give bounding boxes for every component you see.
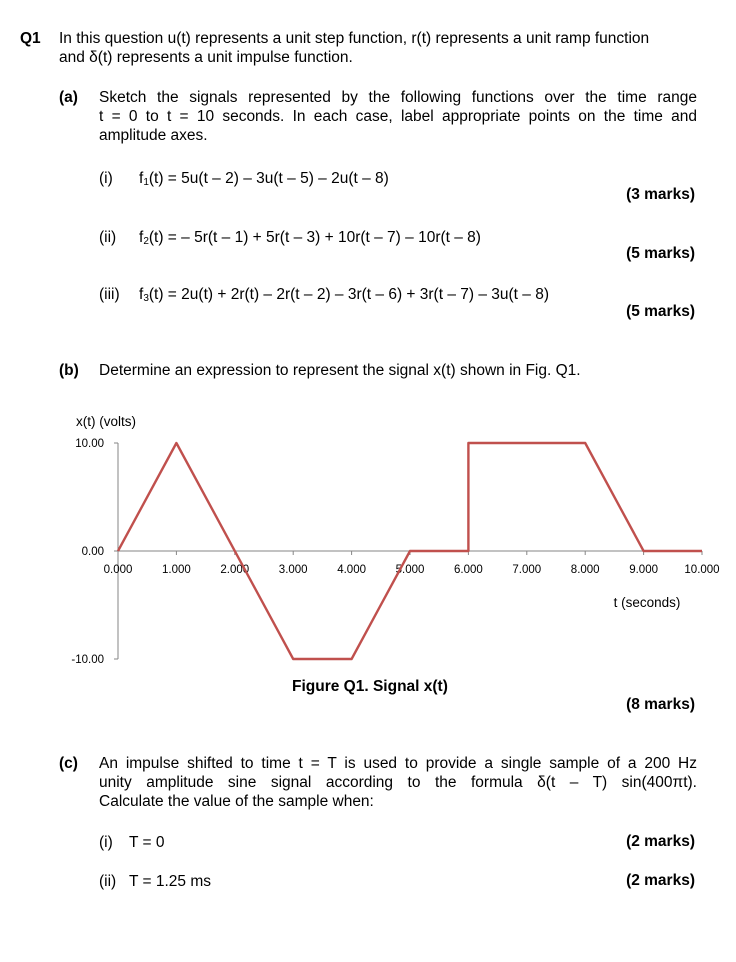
func-subscript: 2 bbox=[143, 236, 149, 247]
part-c-text bbox=[99, 754, 697, 811]
part-a-item-2-marks: (5 marks) bbox=[626, 245, 695, 262]
part-a-item-2-function bbox=[139, 228, 481, 251]
y-tick-label: 10.00 bbox=[75, 438, 104, 450]
part-b-label: (b) bbox=[59, 362, 79, 379]
part-a-item-1-marks: (3 marks) bbox=[626, 186, 695, 203]
part-a-item-1-num: (i) bbox=[99, 170, 113, 187]
part-b-text: Determine an expression to represent the signal x(t) shown in Fig. Q1. bbox=[99, 362, 581, 379]
figure-caption: Figure Q1. Signal x(t) bbox=[292, 678, 448, 695]
x-tick-label: 2.000 bbox=[220, 564, 250, 576]
part-c-item-2-text: T = 1.25 ms bbox=[129, 873, 211, 890]
x-axis-label: t (seconds) bbox=[613, 595, 681, 610]
part-a-label: (a) bbox=[59, 89, 78, 106]
part-b-marks: (8 marks) bbox=[626, 696, 695, 713]
x-tick-label: 10.000 bbox=[684, 564, 720, 576]
x-tick-label: 4.000 bbox=[337, 564, 366, 576]
part-c-line-3: Calculate the value of the sample when: bbox=[99, 793, 374, 810]
func-body: (t) = 2u(t) + 2r(t) – 2r(t – 2) – 3r(t – 6) + 3r(t – 7) – 3u(t – 8) bbox=[148, 286, 549, 303]
x-tick-label: 1.000 bbox=[162, 564, 191, 576]
x-tick-label: 5.000 bbox=[395, 564, 425, 576]
part-c-item-1-marks: (2 marks) bbox=[626, 833, 695, 850]
part-a-line-1: Sketch the signals represented by the following functions over the time range bbox=[99, 89, 697, 106]
part-a-line-2: t = 0 to t = 10 seconds. In each case, label appropriate points on the time and bbox=[99, 108, 697, 125]
part-c-line-1: An impulse shifted to time t = T is used to provide a single sample of a 200 Hz bbox=[99, 755, 697, 772]
intro-line-1: In this question u(t) represents a unit step function, r(t) represents a unit ramp function bbox=[59, 30, 650, 47]
x-tick-label: 3.000 bbox=[278, 564, 308, 576]
x-tick-label: 6.000 bbox=[454, 564, 483, 576]
part-a-item-2-num: (ii) bbox=[99, 229, 117, 246]
part-c-item-2-marks: (2 marks) bbox=[626, 872, 695, 889]
part-c-item-2-num: (ii) bbox=[99, 873, 117, 890]
func-subscript: 3 bbox=[143, 293, 149, 304]
part-a-text bbox=[99, 88, 697, 145]
signal-chart bbox=[0, 400, 736, 710]
part-a-item-3-function bbox=[139, 285, 549, 308]
func-name: f bbox=[139, 170, 144, 187]
func-name: f bbox=[139, 229, 144, 246]
part-c-line-2: unity amplitude sine signal according to the formula δ(t – T) sin(400πt). bbox=[99, 774, 697, 791]
y-tick-label: 0.00 bbox=[81, 546, 104, 558]
part-a-item-1-function bbox=[139, 169, 389, 192]
part-a-item-3-marks: (5 marks) bbox=[626, 303, 695, 320]
part-a-line-3: amplitude axes. bbox=[99, 127, 208, 144]
intro-line-2: and δ(t) represents a unit impulse function. bbox=[59, 49, 353, 66]
func-subscript: 1 bbox=[143, 177, 149, 188]
y-axis-label: x(t) (volts) bbox=[76, 414, 136, 429]
y-tick-label: -10.00 bbox=[71, 654, 104, 666]
x-tick-label: 7.000 bbox=[512, 564, 542, 576]
x-tick-label: 9.000 bbox=[629, 564, 658, 576]
x-tick-label: 0.000 bbox=[103, 564, 133, 576]
part-a-item-3-num: (iii) bbox=[99, 286, 120, 303]
part-c-item-1-num: (i) bbox=[99, 834, 113, 851]
part-c-item-1-text: T = 0 bbox=[129, 834, 165, 851]
part-c-label: (c) bbox=[59, 755, 78, 772]
x-tick-label: 8.000 bbox=[570, 564, 600, 576]
func-name: f bbox=[139, 286, 144, 303]
func-body: (t) = – 5r(t – 1) + 5r(t – 3) + 10r(t – 7) – 10r(t – 8) bbox=[148, 229, 481, 246]
question-intro bbox=[59, 29, 697, 67]
func-body: (t) = 5u(t – 2) – 3u(t – 5) – 2u(t – 8) bbox=[148, 170, 389, 187]
question-number: Q1 bbox=[20, 30, 41, 47]
